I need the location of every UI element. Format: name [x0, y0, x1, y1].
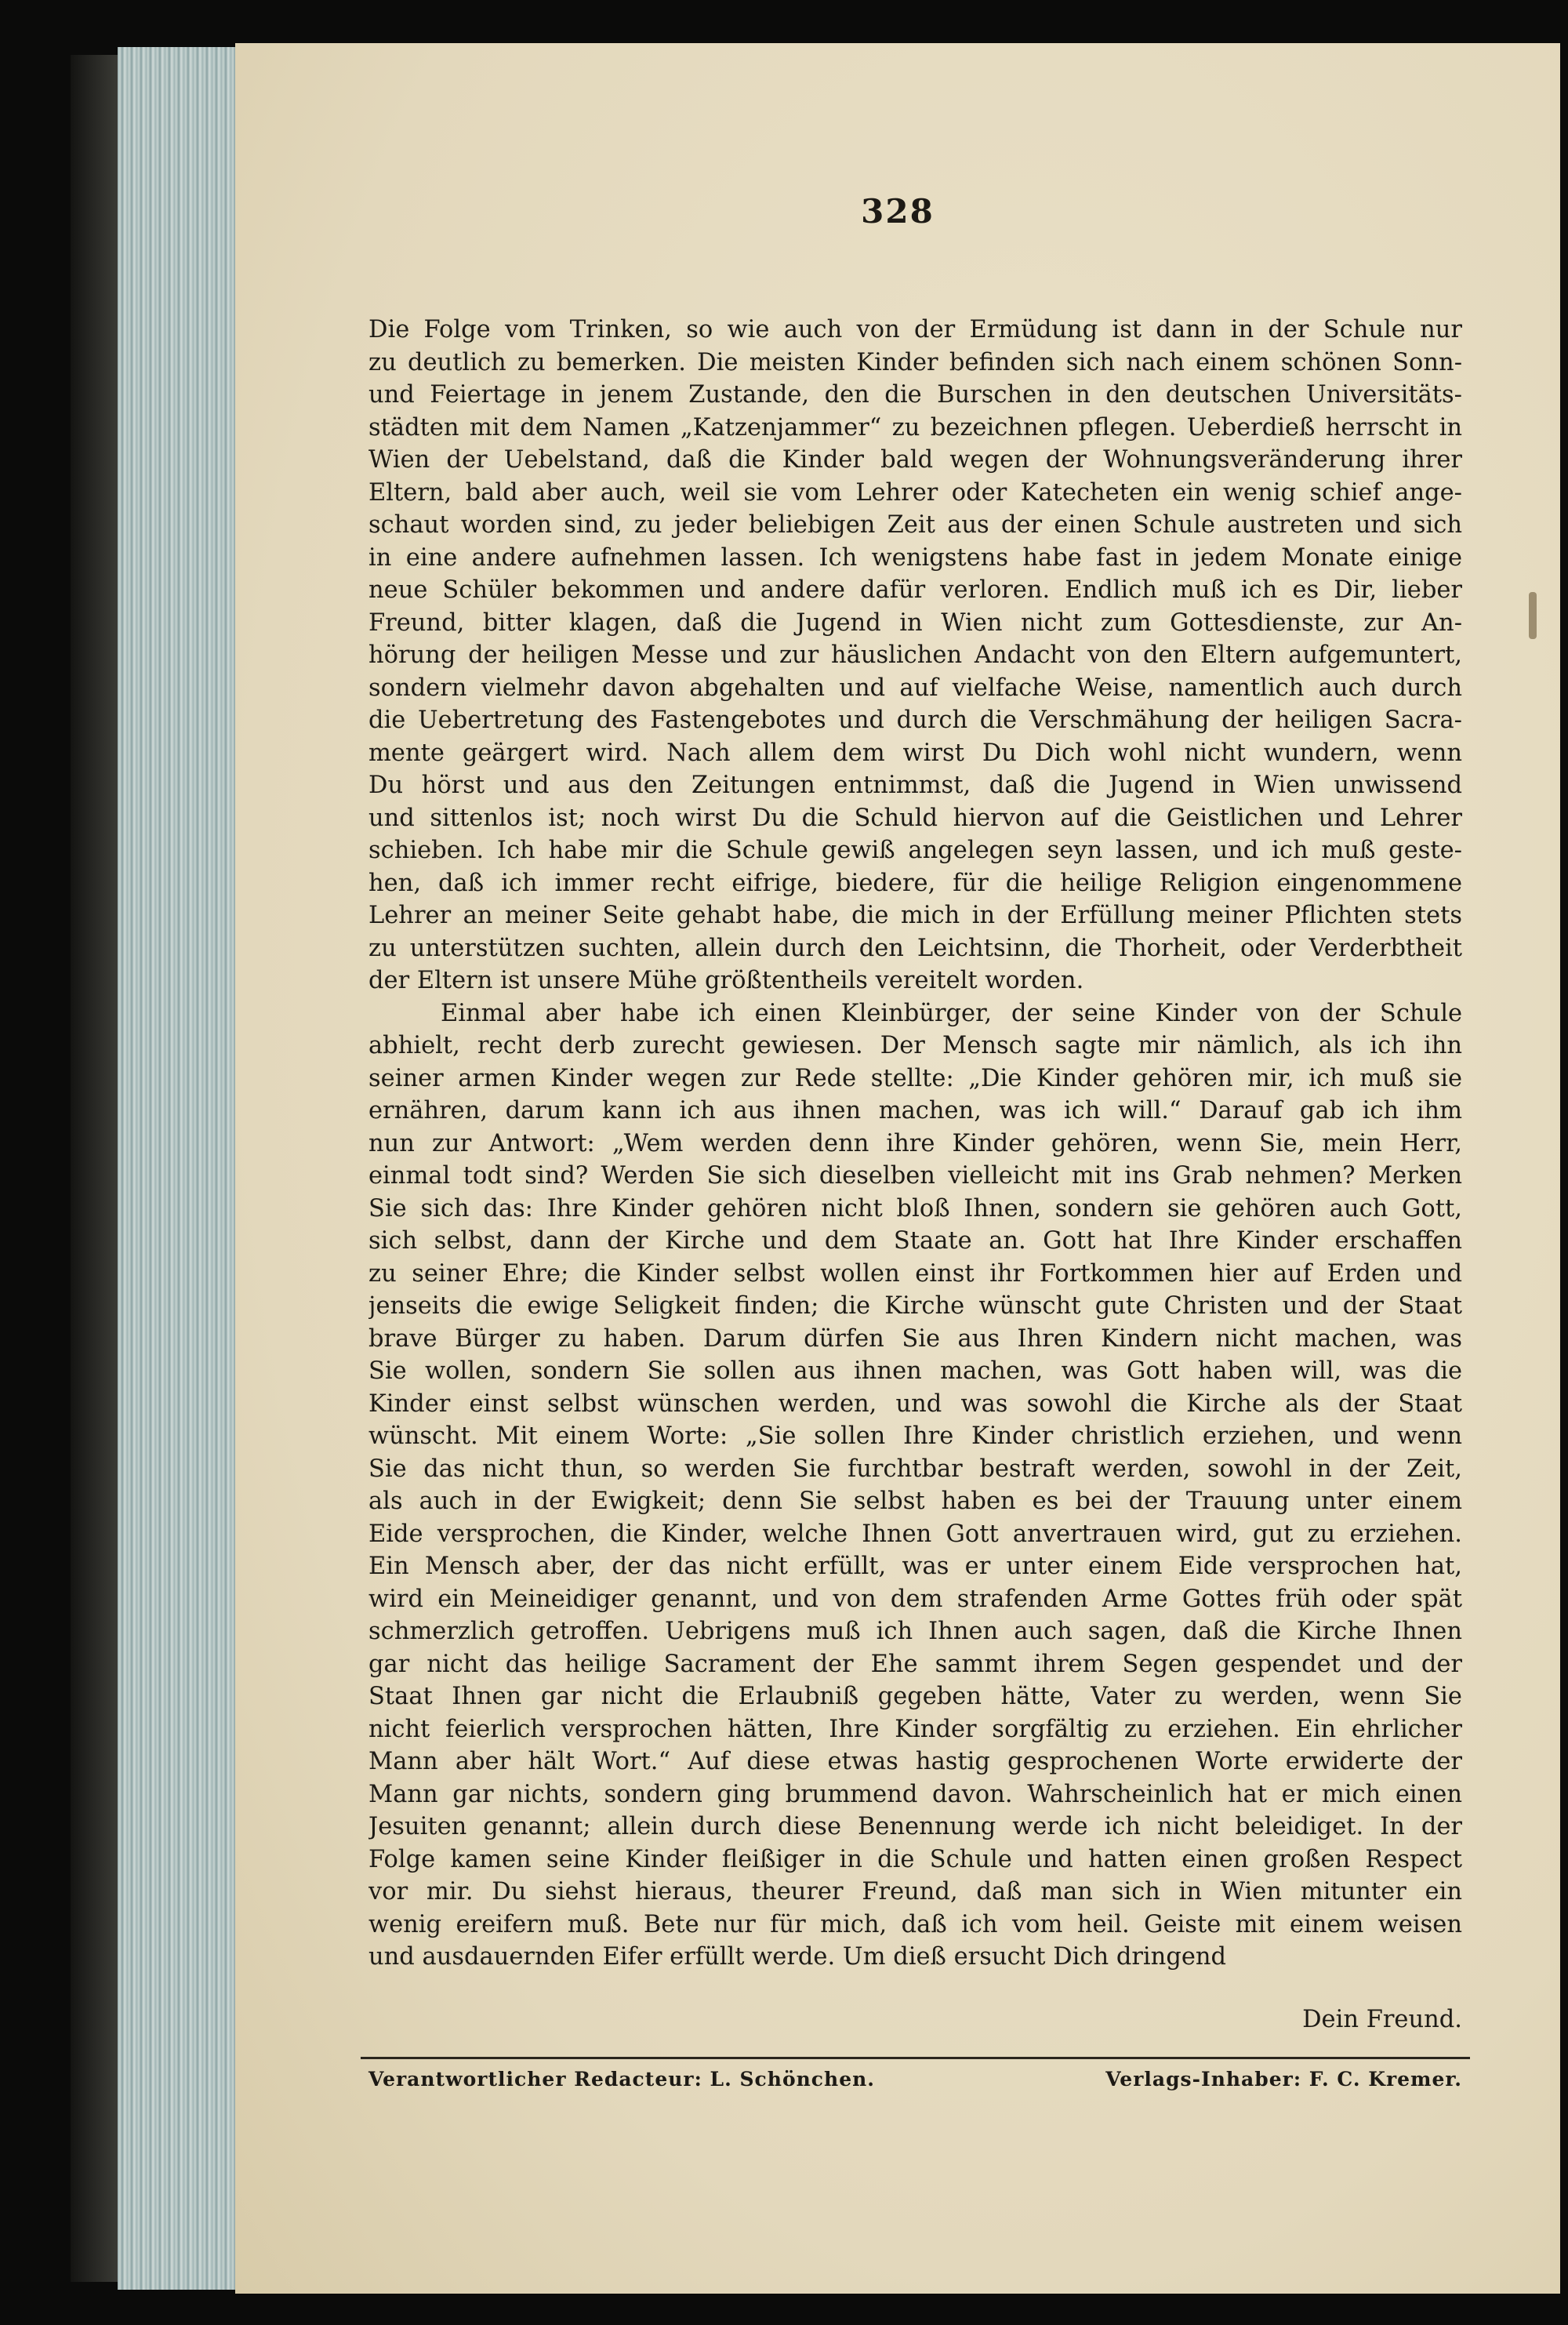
text-line: neue Schüler bekommen und andere dafür verloren. Endlich muß ich es Dir, lieber — [368, 576, 1462, 604]
text-line: einmal todt sind? Werden Sie sich dieselben vielleicht mit ins Grab nehmen? Merken — [368, 1162, 1462, 1190]
editor-credit: Verantwortlicher Redacteur: L. Schönchen. — [368, 2068, 875, 2091]
text-line: ernähren, darum kann ich aus ihnen machen, was ich will.“ Darauf gab ich ihm — [368, 1097, 1462, 1124]
text-line: schmerzlich getroffen. Uebrigens muß ich Ihnen auch sagen, daß die Kirche Ihnen — [368, 1618, 1462, 1645]
text-line: und sittenlos ist; noch wirst Du die Schuld hiervon auf die Geistlichen und Lehrer — [368, 804, 1462, 832]
text-line: Eltern, bald aber auch, weil sie vom Lehrer oder Katecheten ein wenig schief ange- — [368, 478, 1462, 507]
page-stack-edge — [118, 47, 237, 2290]
text-line: Freund, bitter klagen, daß die Jugend in Wien nicht zum Gottesdienste, zur An- — [368, 608, 1462, 637]
text-line: wenig ereifern muß. Bete nur für mich, daß ich vom heil. Geiste mit einem weisen — [368, 1910, 1462, 1938]
text-line: wünscht. Mit einem Worte: „Sie sollen Ihre Kinder christlich erziehen, und wenn — [368, 1422, 1462, 1450]
text-line: hen, daß ich immer recht eifrige, biedere, für die heilige Religion eingenommene — [368, 869, 1462, 897]
text-line: Mann gar nichts, sondern ging brummend davon. Wahrscheinlich hat er mich einen — [368, 1780, 1462, 1808]
text-line: Sie das nicht thun, so werden Sie furchtbar bestraft werden, sowohl in der Zeit, — [368, 1455, 1462, 1483]
text-line: städten mit dem Namen „Katzenjammer“ zu bezeichnen pflegen. Ueberdieß herrscht in — [368, 413, 1462, 441]
text-line: als auch in der Ewigkeit; denn Sie selbst haben es bei der Trauung unter einem — [368, 1488, 1462, 1515]
text-line: Jesuiten genannt; allein durch diese Benennung werde ich nicht beleidiget. In der — [368, 1813, 1462, 1840]
text-line: brave Bürger zu haben. Darum dürfen Sie aus Ihren Kindern nicht machen, was — [368, 1324, 1462, 1353]
text-line: schieben. Ich habe mir die Schule gewiß angelegen seyn lassen, und ich muß geste- — [368, 837, 1462, 864]
text-line: gar nicht das heilige Sacrament der Ehe sammt ihrem Segen gespendet und der — [368, 1650, 1462, 1678]
text-line: Eide versprochen, die Kinder, welche Ihnen Gott anvertrauen wird, gut zu erziehen. — [368, 1520, 1462, 1548]
text-line: hörung der heiligen Messe und zur häuslichen Andacht von den Eltern aufgemuntert, — [368, 641, 1462, 669]
text-line: jenseits die ewige Seligkeit finden; die Kirche wünscht gute Christen und der Staat — [368, 1292, 1462, 1320]
text-line: Kinder einst selbst wünschen werden, und was sowohl die Kirche als der Staat — [368, 1390, 1462, 1418]
text-line: sich selbst, dann der Kirche und dem Staate an. Gott hat Ihre Kinder erschaffen — [368, 1227, 1462, 1255]
text-line: mente geärgert wird. Nach allem dem wirst Du Dich wohl nicht wundern, wenn — [368, 739, 1462, 767]
text-line: nun zur Antwort: „Wem werden denn ihre Kinder gehören, wenn Sie, mein Herr, — [368, 1129, 1462, 1157]
footer-rule — [361, 2057, 1470, 2059]
text-line: Wien der Uebelstand, daß die Kinder bald wegen der Wohnungsveränderung ihrer — [368, 446, 1462, 474]
text-line: schaut worden sind, zu jeder beliebigen Zeit aus der einen Schule austreten und sich — [368, 511, 1462, 539]
text-line: abhielt, recht derb zurecht gewiesen. Der Mensch sagte mir nämlich, als ich ihn — [368, 1032, 1462, 1059]
paper-stain — [1529, 592, 1537, 639]
text-line: zu seiner Ehre; die Kinder selbst wollen einst ihr Fortkommen hier auf Erden und — [368, 1259, 1462, 1288]
text-line: die Uebertretung des Fastengebotes und durch die Verschmähung der heiligen Sacra- — [368, 707, 1462, 734]
body-text — [368, 314, 1462, 1974]
text-line: nicht feierlich versprochen hätten, Ihre Kinder sorgfältig zu erziehen. Ein ehrlicher — [368, 1715, 1462, 1743]
letter-closing: Dein Freund. — [1302, 2006, 1462, 2033]
text-line: Die Folge vom Trinken, so wie auch von der Ermüdung ist dann in der Schule nur — [368, 316, 1462, 343]
text-line: Staat Ihnen gar nicht die Erlaubniß gegeben hätte, Vater zu werden, wenn Sie — [368, 1683, 1462, 1710]
text-line: und Feiertage in jenem Zustande, den die Burschen in den deutschen Universitäts- — [368, 381, 1462, 409]
imprint-footer — [368, 2068, 1462, 2091]
text-line: Du hörst und aus den Zeitungen entnimmst, daß die Jugend in Wien unwissend — [368, 772, 1462, 799]
text-line: der Eltern ist unsere Mühe größtentheils vereitelt worden. — [368, 967, 1084, 994]
text-line: zu deutlich zu bemerken. Die meisten Kinder befinden sich nach einem schönen Sonn- — [368, 348, 1462, 376]
text-line: zu unterstützen suchten, allein durch den Leichtsinn, die Thorheit, oder Verderbtheit — [368, 934, 1462, 962]
text-line: wird ein Meineidiger genannt, und von dem strafenden Arme Gottes früh oder spät — [368, 1585, 1462, 1613]
text-line: Sie sich das: Ihre Kinder gehören nicht bloß Ihnen, sondern sie gehören auch Gott, — [368, 1194, 1462, 1222]
text-line: vor mir. Du siehst hieraus, theurer Freund, daß man sich in Wien mitunter ein — [368, 1878, 1462, 1905]
text-line: und ausdauernden Eifer erfüllt werde. Um dieß ersucht Dich dringend — [368, 1943, 1227, 1971]
text-line: Ein Mensch aber, der das nicht erfüllt, was er unter einem Eide versprochen hat, — [368, 1553, 1462, 1580]
text-line: Mann aber hält Wort.“ Auf diese etwas hastig gesprochenen Worte erwiderte der — [368, 1748, 1462, 1775]
text-line: Lehrer an meiner Seite gehabt habe, die mich in der Erfüllung meiner Pflichten stets — [368, 902, 1462, 929]
text-line: sondern vielmehr davon abgehalten und auf vielfache Weise, namentlich auch durch — [368, 674, 1462, 702]
publisher-credit: Verlags-Inhaber: F. C. Kremer. — [1105, 2068, 1462, 2091]
text-line: seiner armen Kinder wegen zur Rede stellte: „Die Kinder gehören mir, ich muß sie — [368, 1064, 1462, 1092]
text-line: in eine andere aufnehmen lassen. Ich wenigstens habe fast in jedem Monate einige — [368, 543, 1462, 572]
text-line: Einmal aber habe ich einen Kleinbürger, der seine Kinder von der Schule — [441, 999, 1462, 1027]
text-line: Folge kamen seine Kinder fleißiger in die Schule und hatten einen großen Respect — [368, 1845, 1462, 1873]
text-line: Sie wollen, sondern Sie sollen aus ihnen machen, was Gott haben will, was die — [368, 1357, 1462, 1385]
book-page — [235, 43, 1560, 2294]
page-number: 328 — [861, 192, 935, 231]
book-binding-shadow — [71, 55, 118, 2282]
